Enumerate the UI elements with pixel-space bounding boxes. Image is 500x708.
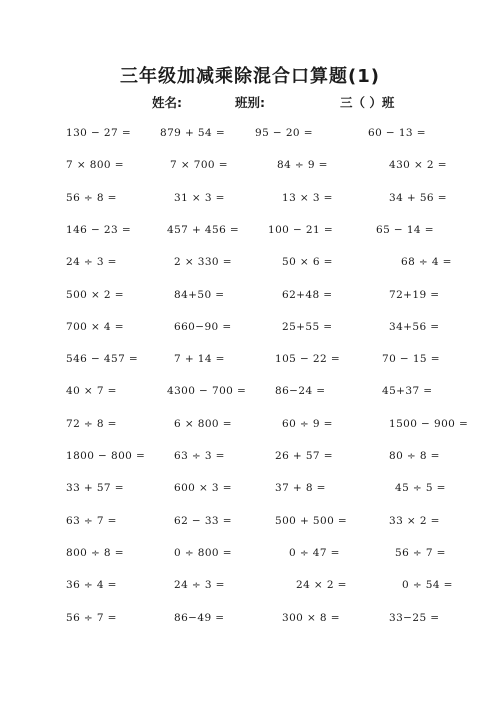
problem-item: 33 × 2 =	[389, 514, 440, 527]
problem-item: 25+55 =	[282, 320, 333, 333]
problem-row	[0, 127, 500, 147]
problem-item: 50 × 6 =	[282, 256, 333, 269]
problem-item: 7 + 14 =	[174, 353, 225, 366]
problem-item: 33 + 57 =	[66, 482, 124, 495]
problem-item: 0 ÷ 47 =	[289, 546, 340, 559]
problem-item: 130 − 27 =	[66, 127, 132, 139]
problem-item: 300 × 8 =	[282, 611, 340, 624]
problem-item: 879 + 54 =	[160, 127, 226, 139]
problem-item: 68 ÷ 4 =	[401, 256, 452, 269]
problem-item: 45 ÷ 5 =	[395, 482, 446, 495]
problem-item: 100 − 21 =	[268, 223, 334, 236]
problem-row	[0, 515, 500, 535]
problem-item: 63 ÷ 7 =	[66, 514, 117, 527]
problem-item: 80 ÷ 8 =	[389, 450, 440, 462]
problem-item: 6 × 800 =	[174, 417, 232, 430]
problem-item: 7 × 800 =	[66, 159, 124, 172]
problem-item: 63 ÷ 3 =	[174, 450, 225, 462]
problem-item: 457 + 456 =	[167, 223, 240, 236]
problem-item: 34 + 56 =	[389, 191, 447, 204]
problem-row	[0, 385, 500, 405]
problem-item: 70 − 15 =	[382, 353, 440, 366]
problem-item: 34+56 =	[389, 320, 440, 333]
problem-row	[0, 547, 500, 567]
problem-item: 72 ÷ 8 =	[66, 417, 117, 430]
problem-item: 26 + 57 =	[275, 450, 333, 462]
problem-item: 60 ÷ 9 =	[282, 417, 333, 430]
problem-item: 0 ÷ 800 =	[174, 546, 232, 559]
problem-row	[0, 256, 500, 276]
problem-item: 1800 − 800 =	[66, 450, 146, 462]
grade-label: 三（ ）班	[340, 95, 395, 110]
problem-item: 105 − 22 =	[275, 353, 341, 366]
problem-item: 36 ÷ 4 =	[66, 579, 117, 592]
problem-item: 95 − 20 =	[255, 127, 313, 139]
problem-item: 84+50 =	[174, 288, 225, 301]
problem-item: 37 + 8 =	[275, 482, 326, 495]
problem-item: 65 − 14 =	[376, 223, 434, 236]
problem-row	[0, 159, 500, 179]
class-label: 班别:	[235, 95, 265, 110]
problem-item: 86−49 =	[174, 611, 225, 624]
problem-item: 86−24 =	[275, 385, 326, 398]
page-title: 三年级加减乘除混合口算题(1)	[120, 66, 380, 87]
problem-item: 31 × 3 =	[174, 191, 225, 204]
problem-item: 56 ÷ 7 =	[395, 546, 446, 559]
problem-item: 2 × 330 =	[174, 256, 232, 269]
problem-row	[0, 612, 500, 632]
problem-item: 800 ÷ 8 =	[66, 546, 124, 559]
problem-item: 62+48 =	[282, 288, 333, 301]
problem-item: 7 × 700 =	[170, 159, 228, 172]
problem-item: 700 × 4 =	[66, 320, 124, 333]
problem-item: 33−25 =	[389, 611, 440, 624]
problem-item: 40 × 7 =	[66, 385, 117, 398]
problem-item: 56 ÷ 8 =	[66, 191, 117, 204]
problem-item: 84 ÷ 9 =	[277, 159, 328, 172]
problem-row	[0, 579, 500, 599]
problem-item: 1500 − 900 =	[389, 417, 469, 430]
problem-item: 146 − 23 =	[66, 223, 132, 236]
problem-item: 24 ÷ 3 =	[174, 579, 225, 592]
problem-item: 600 × 3 =	[174, 482, 232, 495]
problem-item: 13 × 3 =	[282, 191, 333, 204]
problem-item: 72+19 =	[389, 288, 440, 301]
problem-row	[0, 321, 500, 341]
problem-item: 24 ÷ 3 =	[66, 256, 117, 269]
problem-item: 0 ÷ 54 =	[402, 579, 453, 592]
problem-item: 546 − 457 =	[66, 353, 139, 366]
problem-row	[0, 450, 500, 470]
problem-item: 660−90 =	[174, 320, 232, 333]
problem-row	[0, 289, 500, 309]
problem-item: 56 ÷ 7 =	[66, 611, 117, 624]
problem-item: 60 − 13 =	[368, 127, 426, 139]
problem-item: 24 × 2 =	[296, 579, 347, 592]
problem-item: 500 × 2 =	[66, 288, 124, 301]
problem-item: 45+37 =	[382, 385, 433, 398]
problem-row	[0, 192, 500, 212]
problem-item: 500 + 500 =	[275, 514, 348, 527]
name-label: 姓名:	[152, 95, 182, 110]
problem-row	[0, 353, 500, 373]
problem-row	[0, 418, 500, 438]
problem-item: 430 × 2 =	[389, 159, 447, 172]
problem-row	[0, 482, 500, 502]
problem-item: 62 − 33 =	[174, 514, 232, 527]
problem-item: 4300 − 700 =	[167, 385, 247, 398]
problem-row	[0, 224, 500, 244]
